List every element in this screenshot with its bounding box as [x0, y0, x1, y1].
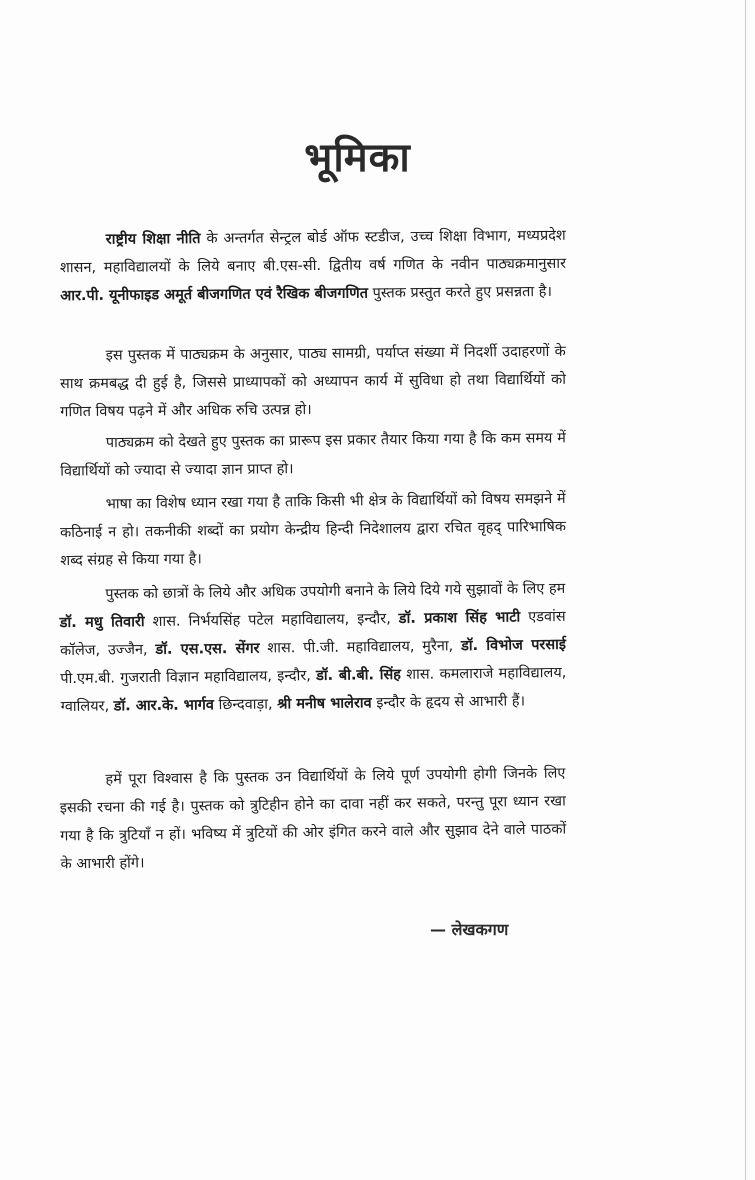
body-text: पाठ्यक्रम को देखते हुए पुस्तक का प्रारूप इस प्रकार तैयार किया गया है कि कम समय में विद्यार्थियों को ज्यादा से ज्यादा ज्ञान प्राप्त हो।	[60, 430, 566, 480]
body-text: पी.एम.बी. गुजराती विज्ञान महाविद्यालय, इन्दौर,	[60, 667, 317, 688]
paragraph-acknowledgements	[59, 575, 567, 721]
body-text: हमें पूरा विश्वास है कि पुस्तक उन विद्यार्थियों के लिये पूर्ण उपयोगी होगी जिनके लिए इसकी रचना की गई है। पुस्तक को त्रुटिहीन होने का दावा नहीं कर सकते, परन्तु पूरा ध्यान रखा गया है कि त्रुटियाँ न हों। भविष्य में त्रुटियों की ओर इंगित करने वाले और सुझाव देने वाले पाठकों के आभारी होंगे।	[59, 765, 567, 873]
body-text: भाषा का विशेष ध्यान रखा गया है ताकि किसी भी क्षेत्र के विद्यार्थियों को विषय समझने में कठिनाई न हो। तकनीकी शब्दों का प्रयोग केन्द्रीय हिन्दी निदेशालय द्वारा रचित वृहद् पारिभाषिक शब्द संग्रह से किया गया है।	[59, 490, 567, 570]
person-name: श्री मनीष भालेराव	[277, 695, 372, 713]
body-text: पुस्तक प्रस्तुत करते हुए प्रसन्नता है।	[367, 283, 553, 302]
page-title	[0, 128, 755, 183]
person-name: डॉ. एस.एस. सेंगर	[155, 640, 260, 658]
person-name: डॉ. बी.बी. सिंह	[316, 666, 402, 684]
person-name: डॉ. मधु तिवारी	[59, 614, 145, 632]
person-name: डॉ. प्रकाश सिंह भाटी	[398, 609, 521, 627]
body-text: छिन्दवाड़ा,	[213, 696, 278, 714]
body-text: एडवांस कॉलेज, उज्जैन,	[59, 608, 566, 660]
paragraph-closing	[59, 759, 567, 878]
paragraph-intro	[60, 222, 567, 310]
body-text: शास. कमलाराजे महाविद्यालय, ग्वालियर,	[60, 664, 567, 716]
page-title-text: भूमिका	[304, 135, 411, 181]
body-text: इस पुस्तक में पाठ्यक्रम के अनुसार, पाठ्य सामग्री, पर्याप्त संख्या में निदर्शी उदाहरणों के साथ क्रमबद्ध दी हुई है, जिससे प्राध्यापकों को अध्यापन कार्य में सुविधा हो तथा विद्यार्थियों को गणित विषय पढ़ने में और अधिक रुचि उत्पन्न हो।	[59, 343, 567, 421]
body-text: शास. निर्भयसिंह पटेल महाविद्यालय, इन्दौर,	[144, 610, 399, 631]
body-text: पुस्तक को छात्रों के लिये और अधिक उपयोगी बनाने के लिये दिये गये सुझावों के लिए हम	[105, 580, 566, 603]
paragraph-format	[60, 424, 567, 485]
paragraph-content	[60, 338, 567, 426]
person-name: डॉ. विभोज परसाई	[460, 636, 567, 655]
person-name: डॉ. आर.के. भार्गव	[113, 697, 215, 715]
body-text: शास. पी.जी. महाविद्यालय, मुरैना,	[259, 638, 462, 657]
book-title-text: आर.पी. यूनीफाइड अमूर्त बीजगणित एवं रैखिक बीजगणित	[60, 285, 369, 305]
paragraph-language	[60, 485, 567, 575]
body-text: इन्दौर के हृदय से आभारी हैं।	[371, 693, 526, 712]
bold-text: राष्ट्रीय शिक्षा नीति	[105, 230, 201, 248]
author-signature: — लेखकगण	[430, 920, 509, 939]
body-text: के अन्तर्गत सेन्ट्रल बोर्ड ऑफ स्टडीज, उच्च शिक्षा विभाग, मध्यप्रदेश शासन, महाविद्यालयों के लिये बनाए बी.एस-सी. द्वितीय वर्ष गणित के नवीन पाठ्यक्रमानुसार	[59, 227, 567, 277]
